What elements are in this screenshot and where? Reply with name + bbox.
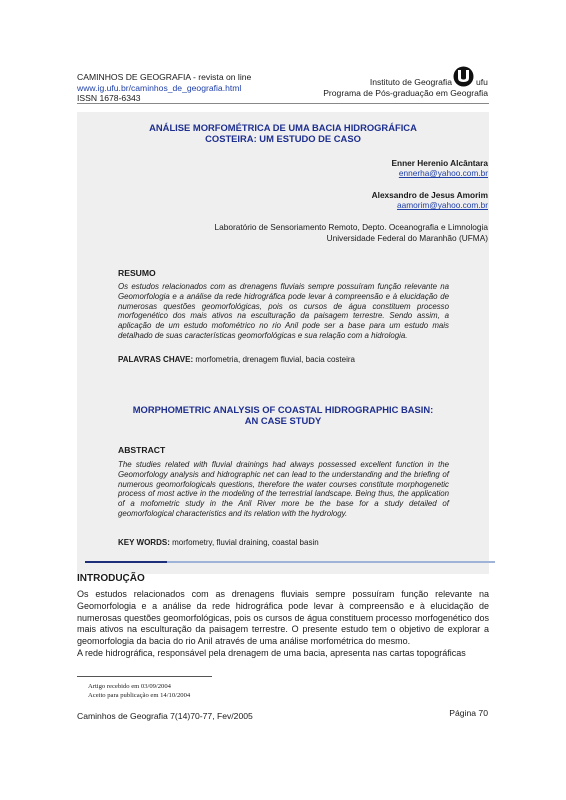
title-portuguese	[77, 122, 489, 145]
affiliation	[214, 222, 488, 244]
footnote	[88, 683, 190, 700]
keywords-label: PALAVRAS CHAVE:	[118, 355, 194, 364]
affiliation-line1: Laboratório de Sensoriamento Remoto, Depto. Oceanografia e Limnologia	[214, 222, 488, 232]
footnote-received: Artigo recebido em 03/09/2004	[88, 683, 171, 690]
author-email[interactable]: ennerha@yahoo.com.br	[398, 168, 488, 179]
title-english	[77, 404, 489, 427]
keywords-label: KEY WORDS:	[118, 538, 170, 547]
intro-paragraph-2: A rede hidrográfica, responsável pela drenagem de uma bacia, apresenta nas cartas topográficas	[77, 648, 466, 658]
ufu-logo-icon	[453, 66, 474, 87]
header-divider	[77, 103, 489, 104]
author-1	[391, 158, 488, 179]
footer-citation: Caminhos de Geografia 7(14)70-77, Fev/2005	[77, 711, 253, 721]
footnote-divider	[77, 676, 212, 677]
keywords-value: morfometry, fluvial draining, coastal basin	[169, 538, 319, 547]
journal-name: CAMINHOS DE GEOGRAFIA - revista on line	[77, 72, 252, 82]
section-divider	[85, 561, 495, 563]
title-pt-line2: COSTEIRA: UM ESTUDO DE CASO	[205, 133, 361, 145]
journal-issn: ISSN 1678-6343	[77, 93, 141, 104]
resumo-text: Os estudos relacionados com as drenagens fluviais sempre possuíram função relevante na Geomorfologia e a análise da rede hidrográfica pode levar à compreensão e à elucidação de numerosas questões geomorfológicas, pois os cursos de água constituem processo morfogenético dos mais ativos na esculturação da paisagem terrestre. Sendo assim, a aplicação de um estudo mofométrico no rio Anil pode ser a base para um estudo mais detalhado de suas características geomorfológicas e sua relação com a hidrologia.	[118, 282, 449, 340]
resumo-keywords	[118, 355, 355, 365]
keywords-value: morfometria, drenagem fluvial, bacia costeira	[193, 355, 355, 364]
title-en-line2: AN CASE STUDY	[244, 415, 322, 427]
abstract-keywords	[118, 538, 319, 548]
footnote-accepted: Aceito para publicação em 14/10/2004	[88, 691, 191, 699]
author-2	[372, 190, 488, 211]
abstract-heading: ABSTRACT	[118, 445, 166, 455]
author-name: Enner Herenio Alcântara	[391, 158, 488, 168]
abstract-text: The studies related with fluvial drainings had always possessed excellent function in the Geomorfology analysis and hidrographic net can lead to the understanding and the briefing of numerous geomorfologicals questions, therefore the water courses constitute morphogenetic process of most active in the modeling of the terrestrial landscape. Being thus, the application of a mofometric study in the Anil River more be the base for a study detailed of geomorfological characteristics and its relation with the hydrology.	[118, 460, 449, 518]
affiliation-line2: Universidade Federal do Maranhão (UFMA)	[326, 233, 488, 243]
title-pt-line1: ANÁLISE MORFOMÉTRICA DE UMA BACIA HIDROGRÁFICA	[149, 122, 417, 133]
resumo-heading: RESUMO	[118, 268, 156, 278]
author-name: Alexsandro de Jesus Amorim	[371, 190, 488, 200]
author-email[interactable]: aamorim@yahoo.com.br	[397, 200, 488, 211]
page-number: Página 70	[449, 708, 488, 718]
ufu-label: ufu	[476, 77, 488, 87]
intro-paragraph-1: Os estudos relacionados com as drenagens fluviais sempre possuíram função relevante na Geomorfologia e a análise da rede hidrográfica pode levar à compreensão e à elucidação de numerosas questões geomorfológicas, pois os cursos de água constituem processo morfogenético dos mais ativos na esculturação da paisagem terrestre. O presente estudo tem o objetivo de explorar a geomorfologia da bacia do rio Anil através de uma análise morfométrica do mesmo.	[77, 589, 489, 647]
journal-header	[77, 72, 251, 104]
institute-name: Instituto de Geografia	[369, 77, 452, 87]
title-en-line1: MORPHOMETRIC ANALYSIS OF COASTAL HIDROGRAPHIC BASIN:	[132, 404, 434, 415]
intro-heading: INTRODUÇÃO	[77, 573, 145, 584]
journal-url[interactable]: www.ig.ufu.br/caminhos_de_geografia.html	[77, 82, 242, 93]
program-name: Programa de Pós-graduação em Geografia	[323, 87, 488, 98]
